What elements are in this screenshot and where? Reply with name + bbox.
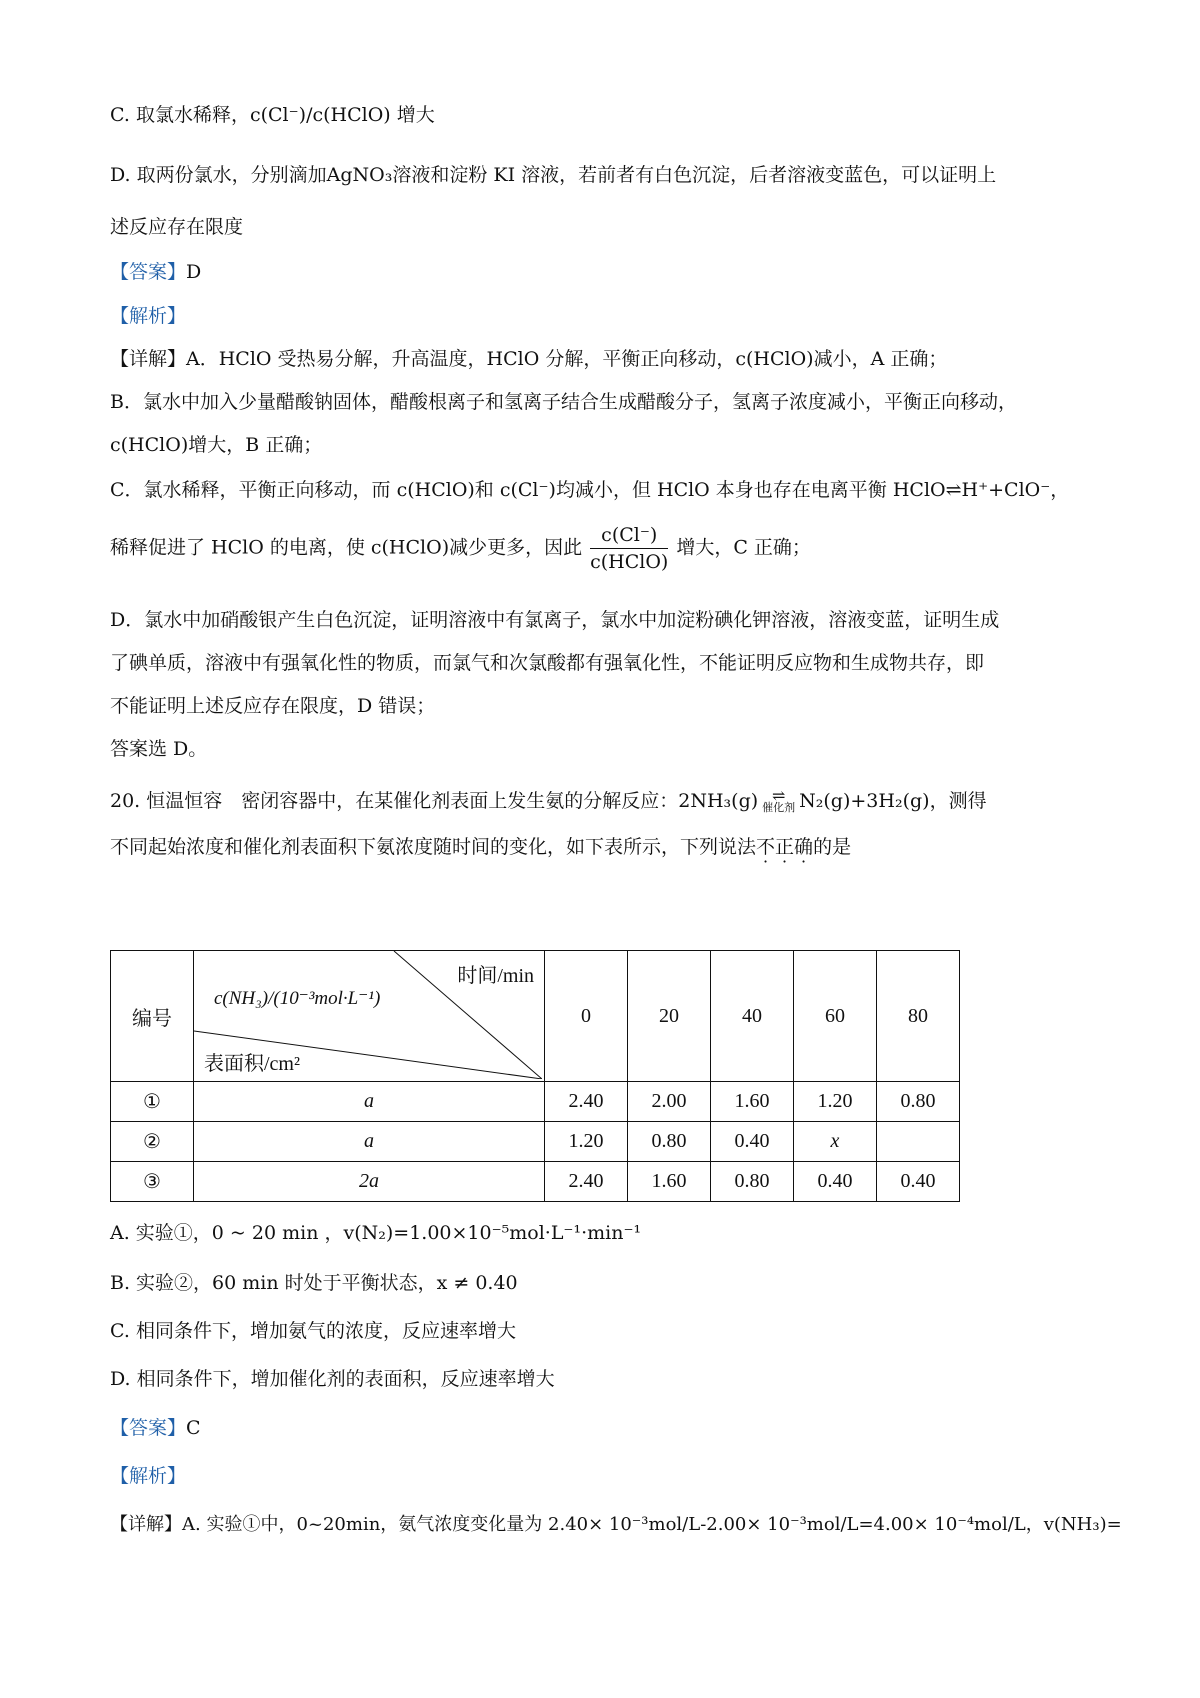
detail-a-text: A．HClO 受热易分解，升高温度，HClO 分解，平衡正向移动，c(HClO)减小，A 正确； xyxy=(186,348,948,370)
q20-stem-suffix: ，测得 xyxy=(929,790,987,812)
reaction-products: N₂(g)+3H₂(g) xyxy=(799,790,930,812)
option-d-reagent: AgNO₃ xyxy=(326,164,393,186)
row-id: ② xyxy=(111,1122,194,1162)
q20-stem-1 xyxy=(110,786,987,814)
answer-label: 【答案】 xyxy=(110,1417,187,1439)
q19-detail-c-1: C．氯水稀释，平衡正向移动，而 c(HClO)和 c(Cl⁻)均减小，但 HClO 本身也存在电离平衡 HClO⇌H⁺+ClO⁻， xyxy=(110,479,1070,501)
answer-value: C xyxy=(186,1417,201,1439)
q19-detail-d-1: D．氯水中加硝酸银产生白色沉淀，证明溶液中有氯离子，氯水中加淀粉碘化钾溶液，溶液变蓝，证明生成 xyxy=(110,609,1000,631)
row-area: 2a xyxy=(194,1162,545,1202)
q19-detail-b-1: B．氯水中加入少量醋酸钠固体，醋酸根离子和氢离子结合生成醋酸分子，氢离子浓度减小，平衡正向移动， xyxy=(110,391,1017,413)
option-c-line xyxy=(110,100,435,127)
catalyst-label: 催化剂 xyxy=(762,801,796,814)
row-value: 0.40 xyxy=(711,1122,794,1162)
row-value: 0.40 xyxy=(794,1162,877,1202)
detail-label: 【详解】 xyxy=(110,348,187,370)
q19-detail-d-2: 了碘单质，溶液中有强氧化性的物质，而氯气和次氯酸都有强氧化性，不能证明反应物和生成物共存，即 xyxy=(110,652,985,674)
row-value: 1.20 xyxy=(545,1122,628,1162)
table-row xyxy=(111,1082,960,1122)
row-id: ① xyxy=(111,1082,194,1122)
row-value: 0.80 xyxy=(877,1082,960,1122)
q19-detail-c-2 xyxy=(110,524,811,573)
q20-option-d: D. 相同条件下，增加催化剂的表面积，反应速率增大 xyxy=(110,1368,555,1390)
row-value xyxy=(877,1122,960,1162)
fraction-numerator: c(Cl⁻) xyxy=(590,524,668,549)
row-value: 0.80 xyxy=(711,1162,794,1202)
q20-option-a: A. 实验①，0 ~ 20 min ，v(N₂)=1.00×10⁻⁵mol·L⁻¹·min⁻¹ xyxy=(110,1222,642,1244)
emphasis-char: 不 xyxy=(756,836,776,858)
row-value: 2.00 xyxy=(628,1082,711,1122)
header-time-0: 0 xyxy=(545,951,628,1082)
q19-conclusion: 答案选 D。 xyxy=(110,738,208,760)
header-surface-area: 表面积/cm² xyxy=(204,1053,300,1075)
q19-detail-d-3: 不能证明上述反应存在限度，D 错误； xyxy=(110,695,436,717)
answer-label: 【答案】 xyxy=(110,261,187,283)
answer-value: D xyxy=(186,261,202,283)
option-d-text: D. 取两份氯水，分别滴加 xyxy=(110,164,327,186)
header-id: 编号 xyxy=(111,951,194,1082)
row-id: ③ xyxy=(111,1162,194,1202)
row-value: 2.40 xyxy=(545,1082,628,1122)
table-row xyxy=(111,1122,960,1162)
q20-stem-text-2: 不同起始浓度和催化剂表面积下氨浓度随时间的变化，如下表所示，下列说法 xyxy=(110,836,757,858)
table-row xyxy=(111,1162,960,1202)
reaction-reactant: 2NH₃(g) xyxy=(678,790,759,812)
q19-analysis-label: 【解析】 xyxy=(110,305,187,327)
detail-a-text: A. 实验①中，0~20min，氨气浓度变化量为 2.40× 10⁻³mol/L-2.00× 10⁻³mol/L=4.00× 10⁻⁴mol/L，v(NH₃)= xyxy=(182,1514,1122,1535)
q20-stem-suffix-2: 的是 xyxy=(813,836,852,858)
q19-detail-b-2: c(HClO)增大，B 正确； xyxy=(110,434,323,456)
option-d-line-1 xyxy=(110,160,996,187)
option-d-text-cont: 溶液和淀粉 KI 溶液，若前者有白色沉淀，后者溶液变蓝色，可以证明上 xyxy=(392,164,997,186)
row-value: x xyxy=(794,1122,877,1162)
header-time-80: 80 xyxy=(877,951,960,1082)
row-value: 2.40 xyxy=(545,1162,628,1202)
equilibrium-arrow-icon: ⇌ xyxy=(771,786,786,805)
option-c-text: C. 取氯水稀释， xyxy=(110,104,250,126)
emphasis-char: 正 xyxy=(775,836,795,858)
header-time-40: 40 xyxy=(711,951,794,1082)
q20-option-c: C. 相同条件下，增加氨气的浓度，反应速率增大 xyxy=(110,1320,516,1342)
concentration-table xyxy=(110,950,960,1202)
q20-detail-a xyxy=(110,1510,1122,1536)
q20-answer xyxy=(110,1413,201,1440)
header-time-60: 60 xyxy=(794,951,877,1082)
header-time: 时间/min xyxy=(457,965,534,987)
q20-stem-text: 20. 恒温恒容 密闭容器中，在某催化剂表面上发生氨的分解反应： xyxy=(110,790,679,812)
q19-answer xyxy=(110,257,201,284)
detail-c2-suffix: 增大，C 正确； xyxy=(676,536,811,559)
q20-stem-2 xyxy=(110,832,851,859)
row-value: 0.80 xyxy=(628,1122,711,1162)
header-concentration: c(NH₃)/(10⁻³mol·L⁻¹) xyxy=(214,988,381,1009)
fraction-denominator: c(HClO) xyxy=(590,551,669,573)
option-d-line-2: 述反应存在限度 xyxy=(110,216,244,238)
option-c-formula: c(Cl⁻)/c(HClO) xyxy=(249,104,391,126)
row-value: 1.60 xyxy=(711,1082,794,1122)
row-value: 1.60 xyxy=(628,1162,711,1202)
row-area: a xyxy=(194,1122,545,1162)
header-diagonal-cell xyxy=(194,951,545,1082)
concentration-ratio-fraction xyxy=(590,524,668,573)
q20-analysis-label: 【解析】 xyxy=(110,1465,187,1487)
catalyst-arrow xyxy=(762,786,796,814)
emphasis-char: 确 xyxy=(794,836,814,858)
detail-c2-text: 稀释促进了 HClO 的电离，使 c(HClO)减少更多，因此 xyxy=(110,536,583,559)
row-value: 1.20 xyxy=(794,1082,877,1122)
detail-label: 【详解】 xyxy=(110,1514,182,1535)
header-time-20: 20 xyxy=(628,951,711,1082)
row-area: a xyxy=(194,1082,545,1122)
q20-option-b: B. 实验②，60 min 时处于平衡状态，x ≠ 0.40 xyxy=(110,1272,518,1294)
option-c-suffix: 增大 xyxy=(396,104,435,126)
row-value: 0.40 xyxy=(877,1162,960,1202)
table-header-row xyxy=(111,951,960,1082)
q19-detail-a xyxy=(110,344,947,371)
